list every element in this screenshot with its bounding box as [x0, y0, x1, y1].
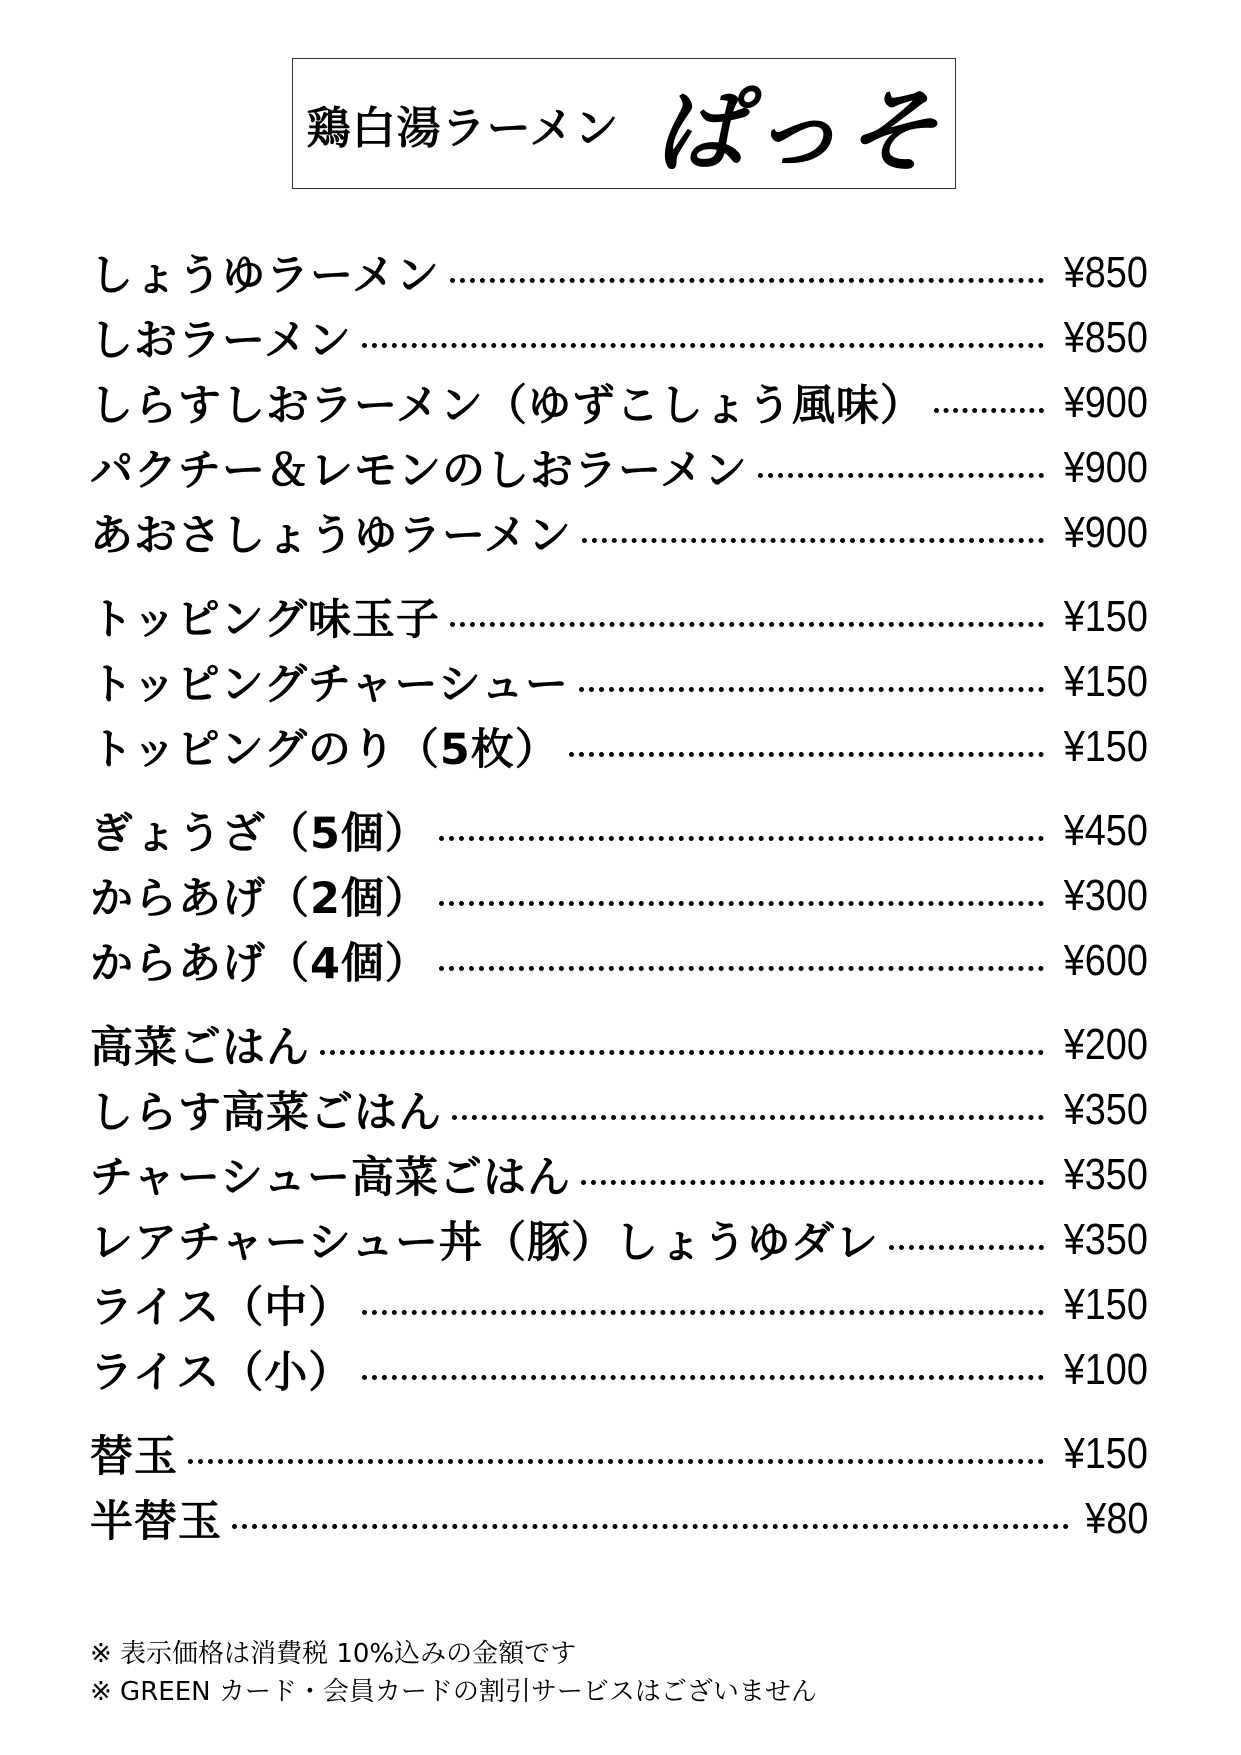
menu-item-price: ¥900 [1063, 377, 1148, 427]
menu-item [90, 1421, 1148, 1486]
menu-item-price: ¥450 [1063, 805, 1148, 855]
menu-item [90, 1272, 1148, 1337]
menu-item [90, 1486, 1148, 1551]
menu-item-name: トッピングチャーシュー [90, 660, 569, 710]
dot-leader [232, 1524, 1069, 1529]
menu-item-name: しらすしおラーメン（ゆずこしょう風味） [90, 381, 924, 431]
menu-item [90, 798, 1148, 863]
menu-item-price: ¥80 [1084, 1493, 1148, 1543]
menu-item-price: ¥350 [1063, 1214, 1148, 1264]
menu-item [90, 1142, 1148, 1207]
menu-item-price: ¥350 [1063, 1084, 1148, 1134]
dot-leader [452, 1115, 1044, 1120]
dot-leader [188, 1459, 1044, 1464]
menu-list [90, 240, 1148, 1570]
menu-item-price: ¥150 [1063, 1428, 1148, 1478]
menu-item-name: チャーシュー高菜ごはん [90, 1153, 571, 1203]
menu-item [90, 370, 1148, 435]
menu-item [90, 1337, 1148, 1402]
menu-item-price: ¥150 [1063, 656, 1148, 706]
menu-item-name: ぎょうざ（5個） [90, 809, 429, 859]
menu-item-name: しおラーメン [90, 316, 352, 366]
menu-item-price: ¥900 [1063, 507, 1148, 557]
menu-item-price: ¥150 [1063, 591, 1148, 641]
footnotes [90, 1635, 817, 1711]
menu-item-name: からあげ（4個） [90, 939, 429, 989]
dot-leader [934, 408, 1044, 413]
dot-leader [439, 836, 1044, 841]
discount-note: ※ GREEN カード・会員カードの割引サービスはございません [90, 1677, 817, 1707]
menu-item-price: ¥100 [1063, 1344, 1148, 1394]
menu-item-price: ¥200 [1063, 1019, 1148, 1069]
menu-item [90, 305, 1148, 370]
dot-leader [450, 622, 1044, 627]
dot-leader [582, 538, 1044, 543]
menu-group-kaedama [90, 1421, 1148, 1551]
menu-group-toppings [90, 584, 1148, 779]
menu-item-name: 高菜ごはん [90, 1023, 310, 1073]
menu-item-name: ライス（小） [90, 1348, 353, 1398]
menu-item-price: ¥600 [1063, 935, 1148, 985]
menu-item [90, 1207, 1148, 1272]
dot-leader [362, 1375, 1044, 1380]
menu-item-name: 替玉 [90, 1432, 178, 1482]
dot-leader [581, 1180, 1044, 1185]
dot-leader [439, 901, 1044, 906]
menu-item-price: ¥350 [1063, 1149, 1148, 1199]
menu-group-rice [90, 1012, 1148, 1402]
menu-item-name: しょうゆラーメン [90, 251, 440, 301]
menu-item [90, 435, 1148, 500]
dot-leader [889, 1245, 1044, 1250]
menu-item-name: レアチャーシュー丼（豚）しょうゆダレ [90, 1218, 879, 1268]
menu-item-name: 半替玉 [90, 1497, 222, 1547]
tax-note: ※ 表示価格は消費税 10%込みの金額です [90, 1639, 577, 1669]
menu-item [90, 500, 1148, 565]
shop-subtitle: 鶏白湯ラーメン [306, 102, 620, 154]
menu-item-price: ¥850 [1063, 312, 1148, 362]
menu-item [90, 240, 1148, 305]
menu-item-name: トッピング味玉子 [90, 595, 440, 645]
menu-item [90, 1012, 1148, 1077]
dot-leader [320, 1050, 1044, 1055]
shop-name: ぱっそ [653, 77, 942, 185]
menu-item-price: ¥900 [1063, 442, 1148, 492]
menu-item-name: ライス（中） [90, 1283, 353, 1333]
menu-item-name: からあげ（2個） [90, 874, 429, 924]
menu-item [90, 1077, 1148, 1142]
dot-leader [579, 687, 1044, 692]
menu-group-sides [90, 798, 1148, 993]
menu-item-name: あおさしょうゆラーメン [90, 511, 572, 561]
dot-leader [569, 752, 1044, 757]
menu-item-price: ¥300 [1063, 870, 1148, 920]
dot-leader [758, 473, 1044, 478]
menu-item [90, 649, 1148, 714]
title-box [292, 58, 956, 189]
menu-item-name: トッピングのり（5枚） [90, 725, 559, 775]
menu-item-name: しらす高菜ごはん [90, 1088, 442, 1138]
dot-leader [362, 1310, 1044, 1315]
menu-item [90, 928, 1148, 993]
menu-item [90, 714, 1148, 779]
dot-leader [362, 343, 1044, 348]
menu-item [90, 863, 1148, 928]
menu-item-price: ¥150 [1063, 1279, 1148, 1329]
menu-item-price: ¥850 [1063, 247, 1148, 297]
menu-item [90, 584, 1148, 649]
menu-group-ramen [90, 240, 1148, 565]
dot-leader [450, 278, 1044, 283]
menu-item-name: パクチー＆レモンのしおラーメン [90, 446, 748, 496]
dot-leader [439, 966, 1044, 971]
menu-item-price: ¥150 [1063, 721, 1148, 771]
